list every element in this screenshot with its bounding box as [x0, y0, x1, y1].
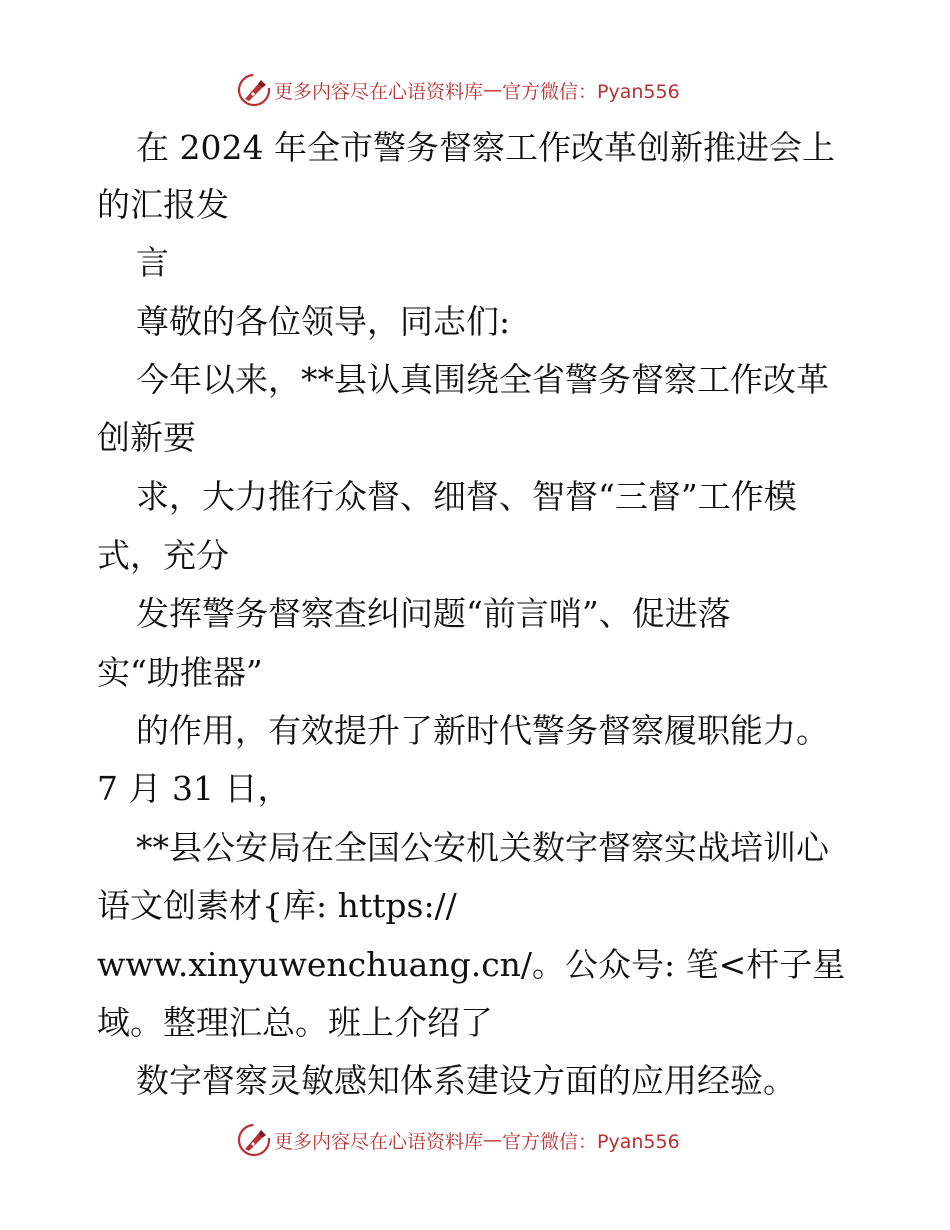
doc-line: 创新要: [97, 418, 196, 457]
doc-line-title-2: 的汇报发: [97, 185, 229, 224]
doc-line-title-3: 言: [136, 243, 169, 282]
doc-line: www.xinyuwenchuang.cn/。公众号: 笔<杆子星: [97, 945, 846, 984]
doc-line: 域。整理汇总。班上介绍了: [97, 1003, 493, 1042]
watermark-header: [236, 72, 680, 108]
doc-line-title-1: 在 2024 年全市警务督察工作改革创新推进会上: [136, 128, 835, 167]
doc-line: 今年以来，**县认真围绕全省警务督察工作改革: [136, 360, 829, 399]
doc-line: 实“助推器”: [97, 653, 263, 692]
watermark-text-wechat: 官方微信：Pyan556: [502, 1130, 680, 1153]
doc-line-salutation: 尊敬的各位领导，同志们:: [136, 302, 511, 341]
watermark-dash: —: [483, 1129, 503, 1151]
watermark-dash: —: [483, 79, 503, 101]
doc-line: 语文创素材{库: https://: [97, 886, 457, 925]
doc-line: 式，充分: [97, 536, 229, 575]
watermark-text-wechat: 官方微信：Pyan556: [502, 80, 680, 103]
watermark-text-main: 更多内容尽在心语资料库: [274, 1130, 484, 1153]
pen-nib-swirl-icon: [236, 72, 272, 108]
doc-line: 的作用，有效提升了新时代警务督察履职能力。: [136, 711, 829, 750]
doc-line: 7 月 31 日，: [97, 769, 291, 808]
doc-line: 数字督察灵敏感知体系建设方面的应用经验。: [136, 1061, 796, 1100]
watermark-text-main: 更多内容尽在心语资料库: [274, 80, 484, 103]
doc-line: 发挥警务督察查纠问题“前言哨”、促进落: [136, 594, 731, 633]
doc-line: 求，大力推行众督、细督、智督“三督”工作模: [136, 477, 797, 516]
pen-nib-swirl-icon: [236, 1122, 272, 1158]
doc-line: **县公安局在全国公安机关数字督察实战培训心: [136, 828, 829, 867]
watermark-footer: [236, 1122, 680, 1158]
